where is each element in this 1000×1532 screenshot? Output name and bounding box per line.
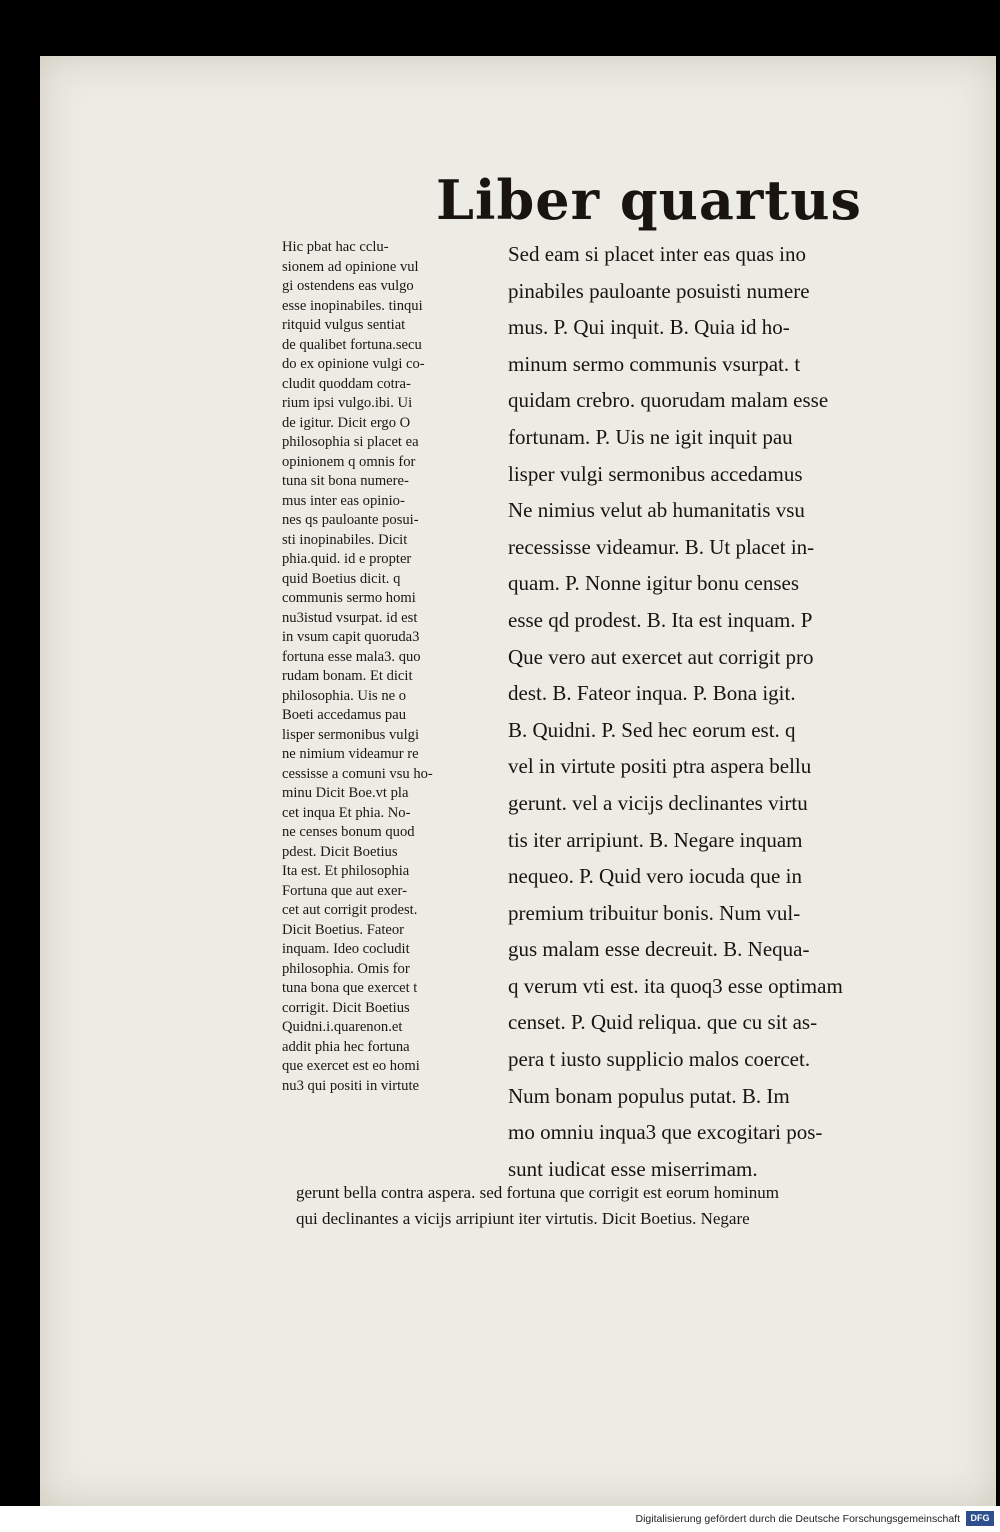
commentary-line: sti inopinabiles. Dicit <box>282 531 408 548</box>
commentary-line: addit phia hec fortuna <box>282 1038 410 1055</box>
footer-bar <box>0 1506 1000 1532</box>
main-text-line: esse qd prodest. B. Ita est inquam. P <box>508 607 813 632</box>
commentary-line: Hic pbat hac cclu- <box>282 239 389 255</box>
commentary-line: nes qs pauloante posui- <box>282 512 419 528</box>
main-text-line: dest. B. Fateor inqua. P. Bona igit. <box>508 681 796 706</box>
commentary-line: communis sermo homi <box>282 590 416 606</box>
main-text-line: fortunam. P. Uis ne igit inquit pau <box>508 424 793 449</box>
commentary-line: tuna sit bona numere- <box>282 473 409 489</box>
commentary-line: do ex opinione vulgi co- <box>282 356 425 372</box>
commentary-line: que exercet est eo homi <box>282 1058 420 1074</box>
commentary-line: pdest. Dicit Boetius <box>282 843 398 860</box>
commentary-line: Quidni.i.quarenon.et <box>282 1019 403 1035</box>
main-text-line: lisper vulgi sermonibus accedamus <box>508 461 803 486</box>
commentary-line: gi ostendens eas vulgo <box>282 278 414 294</box>
commentary-line: de qualibet fortuna.secu <box>282 336 422 353</box>
commentary-line: opinionem q omnis for <box>282 453 416 470</box>
commentary-column <box>282 238 502 1096</box>
commentary-line: Ita est. Et philosophia <box>282 863 410 879</box>
commentary-line: Boeti accedamus pau <box>282 707 406 723</box>
commentary-line: lisper sermonibus vulgi <box>282 726 420 743</box>
main-text-line: Sed eam si placet inter eas quas ino <box>508 242 806 266</box>
page-heading: Liber quartus <box>436 168 862 232</box>
commentary-line: rudam bonam. Et dicit <box>282 668 413 684</box>
main-text-line: mo omniu inqua3 que excogitari pos- <box>508 1120 823 1145</box>
main-text-line: pera t iusto supplicio malos coercet. <box>508 1047 811 1072</box>
commentary-line: in vsum capit quoruda3 <box>282 629 420 645</box>
commentary-line: inquam. Ideo cocludit <box>282 941 410 957</box>
bottom-text-line: gerunt bella contra aspera. sed fortuna que corrigit est eorum hominum <box>296 1183 779 1202</box>
main-text-line: Ne nimius velut ab humanitatis vsu <box>508 498 805 523</box>
commentary-line: philosophia. Uis ne o <box>282 687 407 704</box>
commentary-line: minu Dicit Boe.vt pla <box>282 785 409 801</box>
main-text-line: gerunt. vel a vicijs declinantes virtu <box>508 790 808 815</box>
commentary-line: tuna bona que exercet t <box>282 980 418 996</box>
commentary-line: nu3istud vsurpat. id est <box>282 609 418 626</box>
main-text-line: quam. P. Nonne igitur bonu censes <box>508 571 800 596</box>
commentary-line: ne censes bonum quod <box>282 824 415 840</box>
commentary-line: fortuna esse mala3. quo <box>282 648 421 665</box>
commentary-line: sionem ad opinione vul <box>282 258 419 275</box>
commentary-line: mus inter eas opinio- <box>282 492 405 509</box>
commentary-line: cet inqua Et phia. No- <box>282 804 411 821</box>
main-text-line: mus. P. Qui inquit. B. Quia id ho- <box>508 315 790 340</box>
commentary-line: cet aut corrigit prodest. <box>282 902 418 918</box>
commentary-line: cessisse a comuni vsu ho- <box>282 765 433 782</box>
commentary-line: philosophia si placet ea <box>282 434 419 450</box>
main-text-line: recessisse videamur. B. Ut placet in- <box>508 534 815 559</box>
main-text-line: sunt iudicat esse miserrimam. <box>508 1156 758 1181</box>
funding-note: Digitalisierung gefördert durch die Deutsche Forschungsgemeinschaft <box>635 1513 960 1525</box>
main-text-line: Num bonam populus putat. B. Im <box>508 1083 790 1108</box>
main-text-line: nequeo. P. Quid vero iocuda que in <box>508 864 802 889</box>
commentary-line: de igitur. Dicit ergo O <box>282 414 411 431</box>
main-text-line: premium tribuitur bonis. Num vul- <box>508 900 801 925</box>
main-text-line: minum sermo communis vsurpat. t <box>508 351 801 376</box>
commentary-line: cludit quoddam cotra- <box>282 375 411 392</box>
main-text-line: q verum vti est. ita quoq3 esse optimam <box>508 973 843 998</box>
main-text-column <box>508 236 903 1187</box>
main-text-line: gus malam esse decreuit. B. Nequa- <box>508 937 810 962</box>
commentary-line: esse inopinabiles. tinqui <box>282 297 423 314</box>
main-text-line: vel in virtute positi ptra aspera bellu <box>508 754 812 779</box>
commentary-line: phia.quid. id e propter <box>282 551 412 567</box>
main-text-line: Que vero aut exercet aut corrigit pro <box>508 644 814 669</box>
commentary-line: ritquid vulgus sentiat <box>282 317 406 333</box>
commentary-line: philosophia. Omis for <box>282 960 410 977</box>
commentary-line: Dicit Boetius. Fateor <box>282 921 405 938</box>
bottom-commentary <box>296 1180 908 1232</box>
commentary-line: nu3 qui positi in virtute <box>282 1077 420 1094</box>
bottom-text-line: qui declinantes a vicijs arripiunt iter virtutis. Dicit Boetius. Negare <box>296 1209 750 1228</box>
commentary-line: rium ipsi vulgo.ibi. Ui <box>282 395 413 411</box>
main-text-line: quidam crebro. quorudam malam esse <box>508 388 829 413</box>
commentary-line: quid Boetius dicit. q <box>282 570 401 587</box>
main-text-line: B. Quidni. P. Sed hec eorum est. q <box>508 717 796 742</box>
commentary-line: ne nimium videamur re <box>282 746 419 762</box>
main-text-line: censet. P. Quid reliqua. que cu sit as- <box>508 1010 818 1035</box>
commentary-line: Fortuna que aut exer- <box>282 882 407 899</box>
main-text-line: pinabiles pauloante posuisti numere <box>508 278 810 303</box>
commentary-line: corrigit. Dicit Boetius <box>282 999 410 1016</box>
main-text-line: tis iter arripiunt. B. Negare inquam <box>508 827 803 852</box>
dfg-logo: DFG <box>966 1511 994 1526</box>
